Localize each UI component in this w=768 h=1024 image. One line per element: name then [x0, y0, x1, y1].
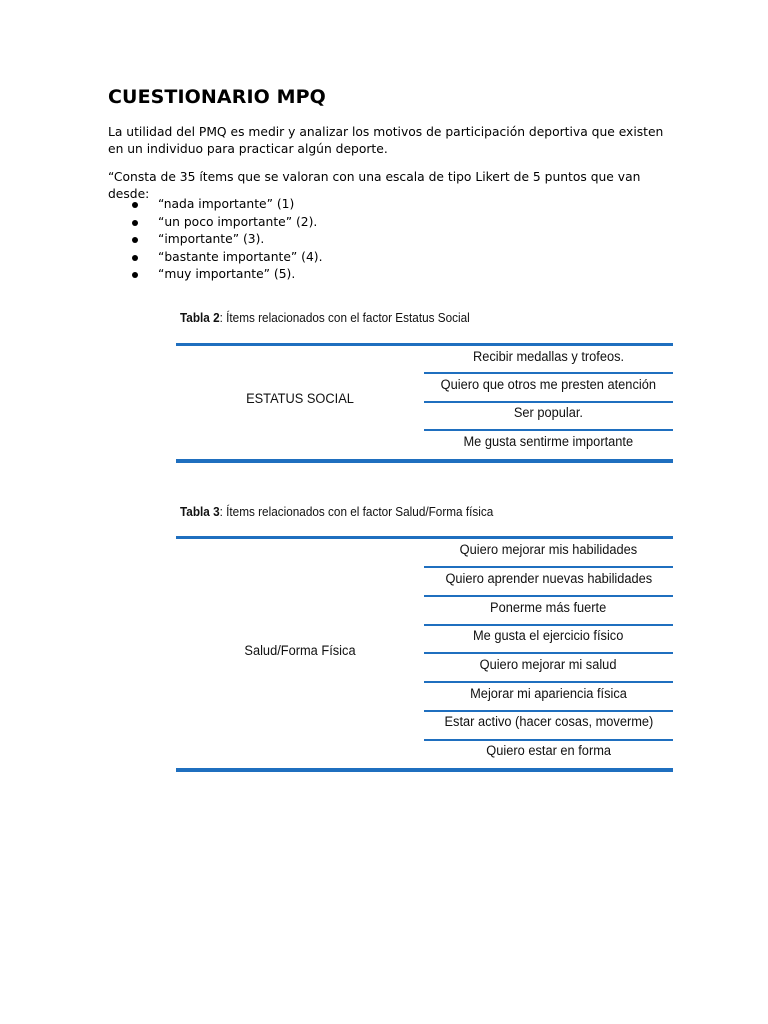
table-row	[424, 343, 673, 370]
bullet-icon	[132, 237, 138, 243]
table3-item: Me gusta el ejercicio físico	[473, 628, 624, 643]
bullet-icon	[132, 220, 138, 226]
table3-caption-text: : Ítems relacionados con el factor Salud/Forma física	[219, 505, 494, 519]
bullet-icon	[132, 255, 138, 261]
table3-item: Mejorar mi apariencia física	[470, 686, 627, 701]
table3-factor: Salud/Forma Física	[244, 643, 356, 658]
table3-item: Quiero aprender nuevas habilidades	[445, 571, 652, 586]
intro-paragraph: La utilidad del PMQ es medir y analizar los motivos de participación deportiva que existen en un individuo para practicar algún deporte.	[108, 125, 664, 156]
table-row	[424, 536, 673, 563]
table2-caption-label: Tabla 2	[180, 311, 220, 325]
table2-caption	[180, 311, 470, 325]
table-row	[424, 680, 673, 707]
likert-scale-list	[108, 196, 323, 284]
table-row	[424, 622, 673, 649]
list-item	[108, 196, 323, 214]
table2-item: Quiero que otros me presten atención	[440, 377, 657, 392]
table2-item: Ser popular.	[513, 405, 584, 420]
table3	[176, 536, 673, 774]
table2-item: Recibir medallas y trofeos.	[472, 349, 625, 364]
table3-item: Ponerme más fuerte	[490, 600, 607, 615]
table2-factor: ESTATUS SOCIAL	[246, 391, 354, 406]
table3-item: Quiero mejorar mi salud	[480, 657, 617, 672]
table-row	[424, 651, 673, 678]
list-item	[108, 214, 323, 232]
table2-item: Me gusta sentirme importante	[463, 434, 634, 449]
table-row	[424, 565, 673, 592]
table3-item: Quiero mejorar mis habilidades	[459, 542, 638, 557]
bullet-icon	[132, 272, 138, 278]
table3-caption	[180, 505, 493, 519]
likert-option: “muy importante” (5).	[158, 267, 296, 281]
list-item	[108, 231, 323, 249]
table-bottom-rule	[176, 768, 673, 772]
likert-option: “nada importante” (1)	[158, 197, 295, 211]
table-row	[424, 708, 673, 735]
table-row	[424, 399, 673, 426]
list-item	[108, 249, 323, 267]
likert-option: “bastante importante” (4).	[158, 249, 323, 264]
table3-item: Quiero estar en forma	[486, 743, 611, 758]
likert-option: “importante” (3).	[158, 232, 265, 246]
list-item	[108, 266, 323, 284]
table-row	[424, 371, 673, 398]
table-row	[424, 428, 673, 455]
scale-paragraph: “Consta de 35 ítems que se valoran con una escala de tipo Likert de 5 puntos que van desde:	[108, 170, 641, 201]
table-bottom-rule	[176, 459, 673, 463]
table-row	[424, 737, 673, 764]
bullet-icon	[132, 202, 138, 208]
table2-caption-text: : Ítems relacionados con el factor Estatus Social	[219, 311, 470, 325]
table-row	[424, 594, 673, 621]
document-title: CUESTIONARIO MPQ	[108, 86, 326, 108]
likert-option: “un poco importante” (2).	[158, 214, 318, 229]
table2	[176, 343, 673, 465]
table3-item: Estar activo (hacer cosas, moverme)	[444, 714, 653, 729]
table3-caption-label: Tabla 3	[180, 505, 220, 519]
